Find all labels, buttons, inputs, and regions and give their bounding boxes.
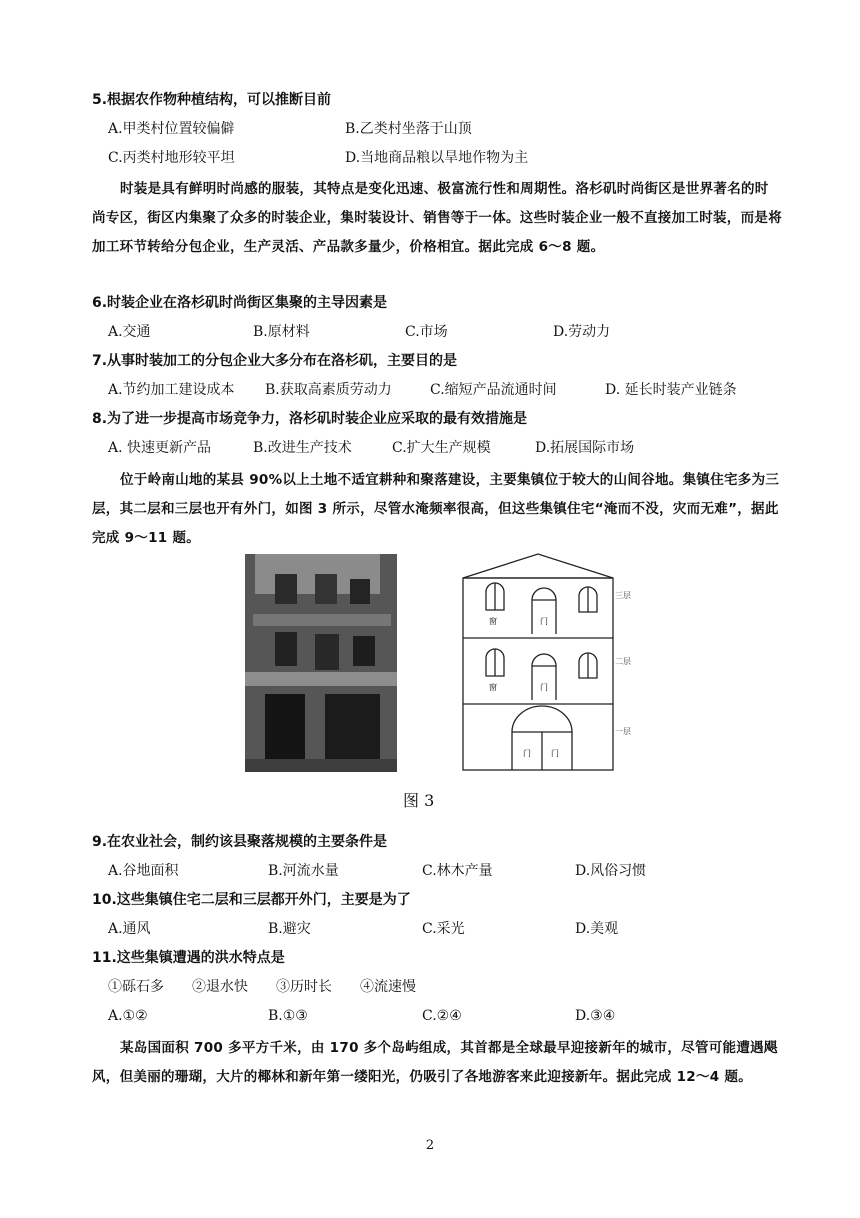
q6-option-b: B.原材料	[253, 324, 310, 340]
q11-stem: 11.这些集镇遭遇的洪水特点是	[92, 950, 285, 966]
q6-option-c: C.市场	[405, 324, 448, 340]
passage-island: 某岛国面积 700 多平方千米，由 170 多个岛屿组成，其首都是全球最早迎接新年的城市，尽管可能遭遇飓风，但美丽的珊瑚，大片的椰林和新年第一缕阳光，仍吸引了各地游客来此迎接新年。据此完成 12～4 题。	[92, 1040, 778, 1085]
figure-caption: 图 3	[403, 791, 435, 810]
q10-stem: 10.这些集镇住宅二层和三层都开外门，主要是为了	[92, 892, 411, 908]
q8-stem: 8.为了进一步提高市场竞争力，洛杉矶时装企业应采取的最有效措施是	[92, 411, 528, 427]
q10-option-c: C.采光	[422, 921, 465, 937]
q9-option-d: D.风俗习惯	[575, 863, 647, 879]
q8-option-d: D.拓展国际市场	[535, 440, 635, 456]
window-label-3f: 窗	[489, 617, 497, 626]
q5-stem: 5.根据农作物种植结构，可以推断目前	[92, 92, 332, 108]
figure-3	[245, 552, 635, 812]
q7-option-c: C.缩短产品流通时间	[430, 382, 557, 398]
q7-option-b: B.获取高素质劳动力	[265, 382, 392, 398]
q10-option-d: D.美观	[575, 921, 619, 937]
door-label-2f: 门	[540, 683, 548, 692]
q11-statement-1: ①砾石多	[108, 979, 164, 995]
q5-option-c: C.丙类村地形较平坦	[108, 150, 235, 166]
page-number: 2	[425, 1138, 435, 1153]
floor-label-1: 一层	[615, 727, 631, 736]
q8-option-c: C.扩大生产规模	[392, 440, 491, 456]
q6-option-a: A.交通	[108, 324, 151, 340]
door-label-1f-left: 门	[523, 749, 531, 758]
window-label-2f: 窗	[489, 683, 497, 692]
house-diagram	[453, 552, 635, 774]
q8-option-a: A. 快速更新产品	[108, 440, 212, 456]
door-label-1f-right: 门	[551, 749, 559, 758]
q11-option-b: B.①③	[268, 1008, 308, 1024]
q11-option-a: A.①②	[108, 1008, 148, 1024]
q9-option-a: A.谷地面积	[108, 863, 179, 879]
q9-stem: 9.在农业社会，制约该县聚落规模的主要条件是	[92, 834, 388, 850]
q7-option-d: D. 延长时装产业链条	[605, 382, 737, 398]
door-label-3f: 门	[540, 617, 548, 626]
q11-option-d: D.③④	[575, 1008, 616, 1024]
q9-option-c: C.林木产量	[422, 863, 493, 879]
q8-option-b: B.改进生产技术	[253, 440, 352, 456]
passage-lingnan: 位于岭南山地的某县 90%以上土地不适宜耕种和聚落建设，主要集镇位于较大的山间谷地。集镇住宅多为三层，其二层和三层也开有外门，如图 3 所示，尽管水淹频率很高，但这些集镇住宅“淹而不没，灾而无难”，据此完成 9～11 题。	[92, 472, 780, 546]
q7-stem: 7.从事时装加工的分包企业大多分布在洛杉矶，主要目的是	[92, 353, 458, 369]
q11-statement-3: ③历时长	[276, 979, 332, 995]
q7-option-a: A.节约加工建设成本	[108, 382, 235, 398]
house-photo	[245, 554, 397, 772]
q9-option-b: B.河流水量	[268, 863, 339, 879]
floor-label-3: 三层	[615, 591, 631, 600]
q5-option-b: B.乙类村坐落于山顶	[345, 121, 472, 137]
passage-fashion: 时装是具有鲜明时尚感的服装，其特点是变化迅速、极富流行性和周期性。洛杉矶时尚街区是世界著名的时尚专区，街区内集聚了众多的时装企业，集时装设计、销售等于一体。这些时装企业一般不直接加工时装，而是将加工环节转给分包企业，生产灵活、产品款多量少，价格相宜。据此完成 6～8 题。	[92, 181, 782, 255]
q6-stem: 6.时装企业在洛杉矶时尚街区集聚的主导因素是	[92, 295, 388, 311]
q10-option-b: B.避灾	[268, 921, 311, 937]
q10-option-a: A.通风	[108, 921, 151, 937]
q11-option-c: C.②④	[422, 1008, 462, 1024]
q5-option-a: A.甲类村位置较偏僻	[108, 121, 235, 137]
q6-option-d: D.劳动力	[553, 324, 611, 340]
q5-option-d: D.当地商品粮以旱地作物为主	[345, 150, 529, 166]
q11-statement-4: ④流速慢	[360, 979, 416, 995]
q11-statement-2: ②退水快	[192, 979, 248, 995]
floor-label-2: 二层	[615, 657, 631, 666]
